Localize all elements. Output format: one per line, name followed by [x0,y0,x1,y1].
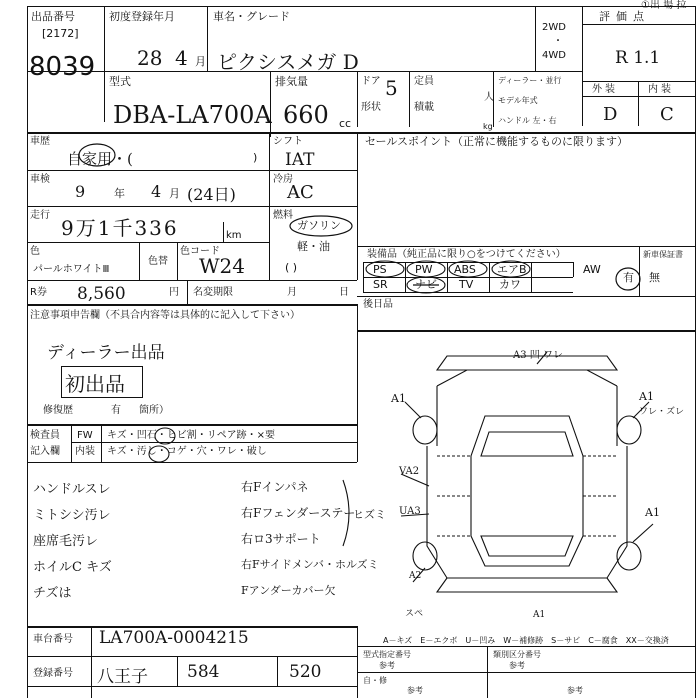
shape-label: 形状 [361,102,381,113]
equip-airbag: エアB [497,263,527,276]
inspection-year: 9 [75,182,86,201]
cert-mid-line [357,672,695,673]
equip-sr: SR [373,278,388,291]
diagram-top-note: A3 凹 ワレ [513,350,563,361]
mileage-label: 走行 [30,210,50,221]
drive-4wd: 4WD [542,50,566,61]
capacity-label: 定員 [414,76,434,87]
history-circle-mark [77,142,117,168]
equip-leather: カワ [499,278,521,291]
mileage-line [27,242,269,243]
interior-grade: C [660,104,674,125]
model-year-label: モデル年式 [498,96,538,105]
cert-other-2: 参考 [567,686,583,695]
model-label: 型式 [109,75,131,88]
inspection-line [27,206,269,207]
inspection-month-unit: 月 [169,187,180,200]
capacity-unit: 人 [484,92,494,103]
history-bottom-line [27,304,357,306]
warranty-no: 無 [649,271,660,284]
ac-value: AC [287,182,314,203]
equipment-top-line [357,246,695,247]
rear-item-label: 後日品 [363,299,393,310]
title-deadline-label: 名変期限 [193,287,233,298]
history-label: 車歴 [30,136,50,147]
recycle-value: 8,560 [77,284,126,304]
chassis-label: 車台番号 [33,634,73,645]
header-bottom-line [27,132,695,134]
class-label: 類別区分番号 [493,650,541,659]
exterior-grade: D [603,104,618,125]
sales-point-label: セールスポイント（正常に機能するものに限ります） [365,135,629,148]
recycle-top-line [27,280,357,281]
equip-aw: AW [583,263,601,276]
history-value: 自家用・( [67,150,133,168]
shift-divider [357,132,358,280]
inspector-bottom-line [27,462,357,463]
diagram-label-bottom-left: スペ [405,609,424,619]
remark-left-3: 座席毛汚レ [33,534,99,549]
corner-note: ①出 場 拉 [641,0,687,11]
reg-divider-1 [177,656,178,686]
remark-left-2: ミトシシ汚レ [33,508,111,523]
first-reg-month-unit: 月 [195,55,206,68]
remark-side-note: ヒズミ [353,508,386,521]
mileage-unit: km [226,230,242,241]
remark-right-5: Fアンダーカバー欠 [241,584,336,597]
grade-divider [638,81,639,126]
lot-number: 8039 [29,52,96,82]
reg-number: 520 [289,662,322,682]
footer-mid-line [27,656,357,657]
diagram-label-a2: A2 [409,571,422,581]
fuel-diesel: 軽・油 [297,240,330,253]
color-code-label: 色コード [180,246,220,257]
chassis-value: LA700A-0004215 [99,628,249,648]
first-reg-year: 28 [137,46,163,70]
interior-items: キズ・汚し・コゲ・穴・ワレ・破し [107,446,267,457]
door-label: ドア [361,76,381,87]
diagram-legend: A－キズ E－エクボ U－凹み W－補修跡 S－サビ C－腐食 XX－交換済 [383,636,669,645]
color-value: パールホワイトⅢ [33,264,110,275]
fuel-circle-mark [289,215,353,237]
color-code-divider [177,242,178,280]
load-label: 積載 [414,102,434,113]
model-cert-label: 型式指定番号 [363,650,411,659]
inspection-label: 車検 [30,174,50,185]
caution-line-2: 初出品 [65,372,125,396]
reg-area: 八王子 [97,667,148,687]
remark-left-5: チズは [33,586,72,601]
drive-dot: ・ [553,36,563,47]
name-grade-label: 車名・グレード [213,10,290,23]
inspector-divider [71,424,72,462]
ac-line [269,206,357,207]
score-label: 評価点 [599,10,650,23]
diagram-label-va2: VA2 [399,466,420,477]
fuel-gasoline: ガソリン [297,219,341,232]
fuel-label: 燃料 [273,210,293,221]
diagram-label-ua3: UA3 [399,506,421,517]
fw-items: キズ・凹石・ヒビ割・リペア跡・×要 [107,430,275,441]
shift-value: IAT [285,150,315,170]
interior-label: 内装 [648,84,674,95]
car-damage-diagram [397,346,657,606]
header-divider-2 [207,6,208,71]
title-deadline-day: 日 [339,287,349,298]
shift-line [269,170,357,171]
disp-divider [357,71,358,127]
remark-right-2: 右Fフェンダーステー [241,506,356,520]
reg-class: 584 [187,662,220,682]
ac-label: 冷房 [273,174,293,185]
fw-divider [101,424,102,462]
recycle-divider [187,280,188,304]
title-deadline-month: 月 [287,287,297,298]
caution-line-1: ディーラー出品 [47,343,165,363]
equip-tv: TV [459,278,474,291]
model-cert-reference: 参考 [379,661,395,670]
mileage-value: 9万1千336 [61,216,179,240]
inspector-label: 検査員 [30,430,60,441]
model-value: DBA-LA700A [113,101,272,129]
lot-no-bracket: [2172] [42,27,79,40]
load-unit: kg [483,122,493,131]
recorder-label: 記入欄 [30,446,60,457]
equip-pw: PW [415,263,433,276]
inspector-right-border [357,424,358,462]
mileage-unit-divider [223,222,224,242]
shift-label: シフト [273,136,303,147]
cert-other-1: 参考 [407,686,423,695]
repair-label: 修復歴 [43,405,73,416]
header-divider-1 [104,6,105,122]
score-line [582,24,695,25]
class-reference: 参考 [509,661,525,670]
door-divider [409,71,410,127]
diagram-label-a1-right: A1 [645,506,660,519]
exterior-label: 外装 [592,84,618,95]
caution-label: 注意事項申告欄（不具合内容等は具体的に記入して下さい） [30,310,300,321]
rear-item-top-line [357,296,695,297]
footer-bottom-line [27,686,357,687]
cert-top-line [357,646,695,647]
history-close: ) [253,151,258,164]
equip-ps: PS [373,263,387,276]
inspection-month: 4 [151,182,162,201]
sheet-left-border [27,6,28,698]
remark-right-4: 右Fサイドメンバ・ホルズミ [241,558,379,571]
diagram-label-bottom: A1 [533,610,546,620]
diagram-label-a1-left: A1 [391,392,406,405]
auction-sheet [27,0,695,698]
cert-flag: 自・修 [363,676,387,685]
diagram-label-a1-right-top-note: ワレ・ズレ [639,407,685,417]
fuel-bracket: ( ) [285,261,298,274]
drive-2wd: 2WD [542,22,566,33]
equip-navi: ナビ [415,278,437,291]
equip-abs: ABS [454,263,476,276]
diagram-label-a1-right-top: A1 [639,390,654,403]
warranty-label: 新車保証書 [643,250,683,259]
equipment-label: 装備品（純正品に限り○をつけてください） [367,249,566,260]
displacement-value: 660 [283,101,329,129]
handle-label: ハンドル 左・右 [498,116,557,125]
history-line-1 [27,170,269,171]
inspection-year-unit: 年 [114,187,125,200]
interior-check-label: 内装 [75,446,95,457]
header-divider-3 [535,6,536,71]
reg-label: 登録番号 [33,668,73,679]
color-label: 色 [30,246,40,257]
lot-no-label: 出品番号 [31,10,75,23]
remark-left-1: ハンドルスレ [33,482,111,497]
footer-label-divider [91,626,92,698]
remark-left-4: ホイルC キズ [33,560,112,575]
equip-grid-v0 [363,262,364,292]
dealer-label: ディーラー・並行 [498,76,562,85]
displacement-label: 排気量 [275,75,308,88]
first-reg-month: 4 [175,46,188,70]
recycle-yen: 円 [169,287,179,298]
score-value: R 1.1 [615,48,661,68]
remark-right-1: 右Fインパネ [241,480,309,494]
repair-place: 箇所） [139,405,169,416]
sheet-top-border [27,6,695,7]
equipment-circle-marks [365,260,595,294]
repair-value: 有 [111,405,121,416]
rear-item-bottom-line [357,330,695,332]
name-grade-value: ピクシスメガ D [217,50,359,74]
remark-right-3: 右ロ3サポート [241,532,321,546]
recycle-label: R券 [30,287,47,298]
color-swatch-label: 色替 [148,256,168,267]
inspection-day: (24日) [187,185,236,204]
door-value: 5 [385,76,398,100]
first-reg-label: 初度登録年月 [109,10,175,23]
sheet-right-border [695,6,696,698]
footer-right-border [357,626,358,698]
reg-divider-2 [277,656,278,686]
displacement-unit: cc [339,117,352,130]
color-divider [139,242,140,280]
color-code-value: W24 [199,254,246,278]
fw-label: FW [77,430,93,441]
warranty-yes: 有 [623,271,634,284]
notes-right-border [357,304,358,424]
warranty-circle-mark [615,267,641,291]
